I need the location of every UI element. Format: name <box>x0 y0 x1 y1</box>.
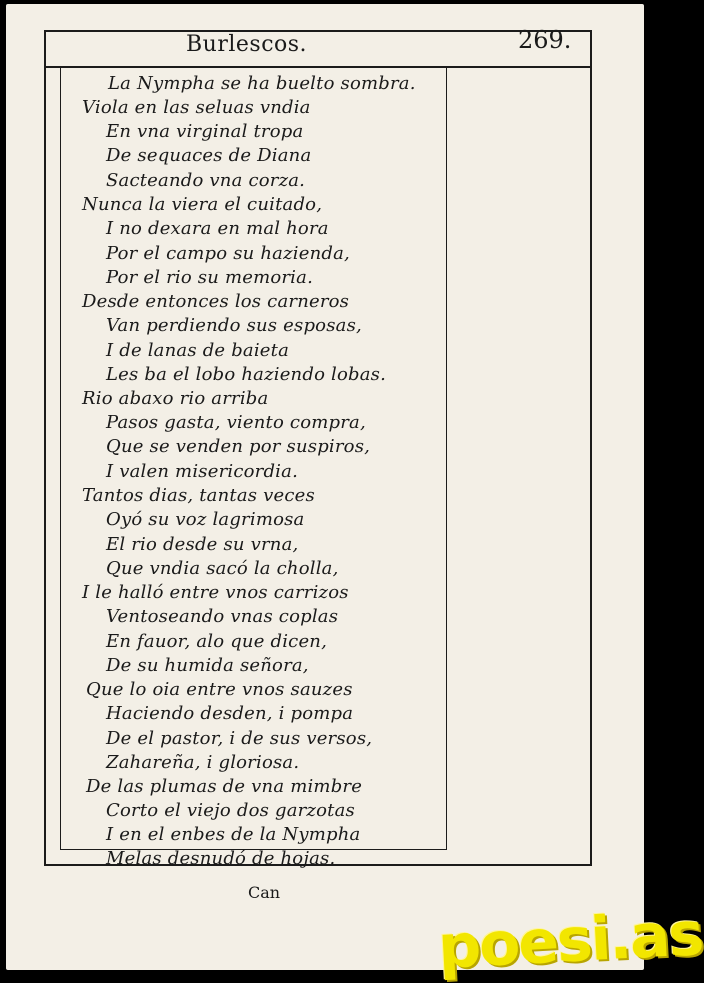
verse-line: I le halló entre vnos carrizos <box>82 582 349 603</box>
verse-line: I en el enbes de la Nympha <box>106 824 361 845</box>
verse-line: Ventoseando vnas coplas <box>106 606 339 627</box>
verse-line: Que se venden por suspiros, <box>106 436 371 457</box>
verse-line: Melas desnudó de hojas. <box>106 848 336 869</box>
verse-line: De sequaces de Diana <box>106 145 312 166</box>
verse-line: La Nympha se ha buelto sombra. <box>108 73 416 94</box>
verse-line: Van perdiendo sus esposas, <box>106 315 362 336</box>
verse-line: En vna virginal tropa <box>106 121 304 142</box>
verse-line: I de lanas de baieta <box>106 340 290 361</box>
catchword: Can <box>248 883 281 902</box>
verse-line: Zahareña, i gloriosa. <box>106 752 300 773</box>
poesias-watermark-logo <box>436 899 704 983</box>
verse-line: Rio abaxo rio arriba <box>82 388 269 409</box>
verse-line: I no dexara en mal hora <box>106 218 329 239</box>
verse-line: Corto el viejo dos garzotas <box>106 800 355 821</box>
poem-text <box>6 4 644 970</box>
verse-line: Les ba el lobo haziendo lobas. <box>106 364 387 385</box>
verse-line: Nunca la viera el cuitado, <box>82 194 323 215</box>
verse-line: I valen misericordia. <box>106 461 298 482</box>
verse-line: Desde entonces los carneros <box>82 291 350 312</box>
verse-line: Haciendo desden, i pompa <box>106 703 354 724</box>
verse-line: Que lo oia entre vnos sauzes <box>86 679 353 700</box>
verse-line: De su humida señora, <box>106 655 309 676</box>
watermark-logo-lettering: poesi.as <box>436 899 704 983</box>
verse-line: Por el rio su memoria. <box>106 267 313 288</box>
manuscript-page <box>6 4 704 983</box>
verse-line: Tantos dias, tantas veces <box>82 485 315 506</box>
page-number: 269. <box>518 26 572 54</box>
verse-line: Oyó su voz lagrimosa <box>106 509 305 530</box>
verse-line: Pasos gasta, viento compra, <box>106 412 366 433</box>
verse-line: Por el campo su hazienda, <box>106 243 350 264</box>
verse-line: El rio desde su vrna, <box>106 534 299 555</box>
verse-line: Sacteando vna corza. <box>106 170 306 191</box>
verse-line: De el pastor, i de sus versos, <box>106 728 373 749</box>
verse-line: De las plumas de vna mimbre <box>86 776 363 797</box>
running-head: Burlescos. <box>186 32 308 57</box>
verse-line: En fauor, alo que dicen, <box>106 631 328 652</box>
verse-line: Viola en las seluas vndia <box>82 97 311 118</box>
verse-line: Que vndia sacó la cholla, <box>106 558 339 579</box>
